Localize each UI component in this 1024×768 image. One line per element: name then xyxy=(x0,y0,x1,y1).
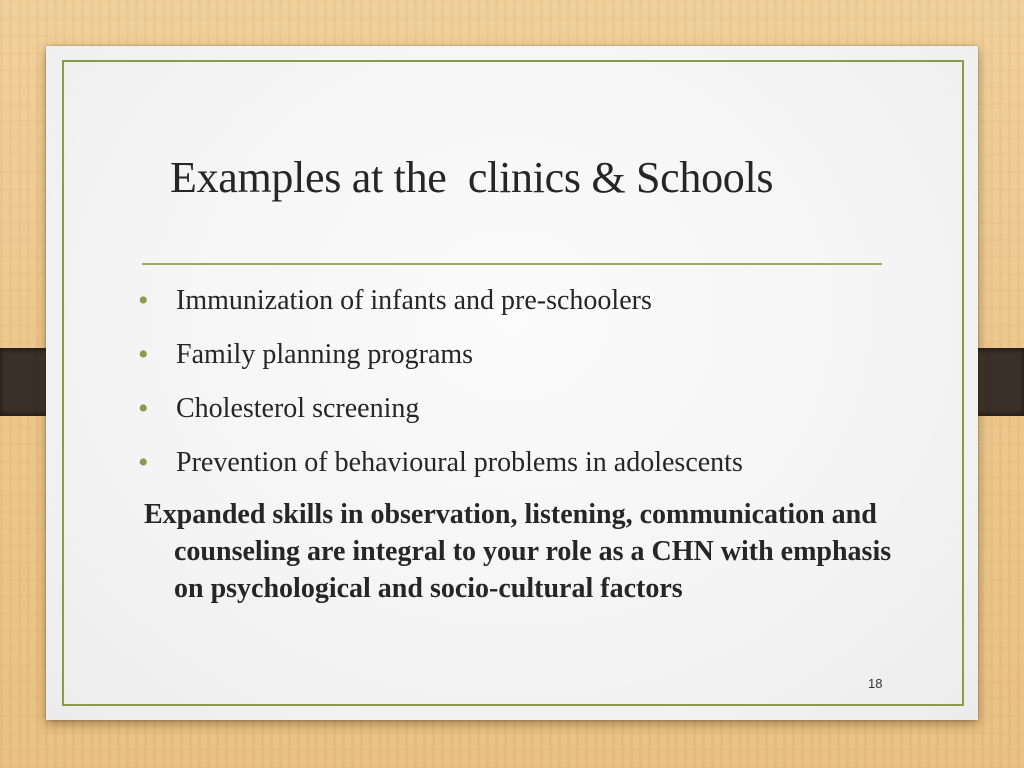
bullet-item xyxy=(138,444,743,498)
bullet-item xyxy=(138,390,743,444)
slide-title: Examples at the clinics & Schools xyxy=(170,153,774,202)
bullet-text: Immunization of infants and pre-schoolers xyxy=(176,285,652,316)
bullet-text: Family planning programs xyxy=(176,339,474,370)
emphasis-paragraph: Expanded skills in observation, listening, communication and counseling are integral to your role as a CHN with emphasis on psychological and socio-cultural factors xyxy=(144,499,892,604)
bullet-item xyxy=(138,282,743,336)
bullet-text: Prevention of behavioural problems in adolescents xyxy=(176,447,743,478)
bullet-icon: • xyxy=(138,284,149,317)
bullet-icon: • xyxy=(138,338,149,371)
bullet-icon: • xyxy=(138,446,149,479)
slide-paper xyxy=(46,46,978,720)
title-divider xyxy=(142,263,882,265)
bullet-item xyxy=(138,336,743,390)
slide-number: 18 xyxy=(868,676,883,691)
bullet-icon: • xyxy=(138,392,149,425)
bullet-list xyxy=(138,282,743,498)
bullet-text: Cholesterol screening xyxy=(176,393,420,424)
